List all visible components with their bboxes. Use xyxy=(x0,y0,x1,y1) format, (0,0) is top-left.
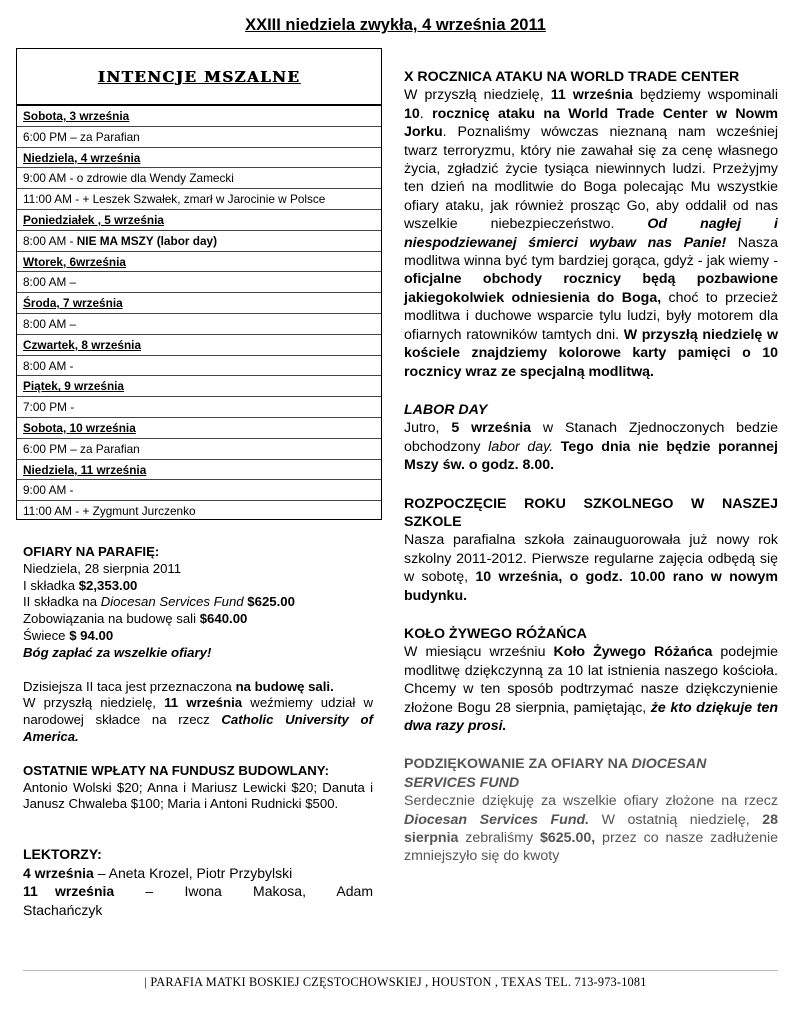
right-column xyxy=(404,68,778,866)
text-span: na budowę sali. xyxy=(235,678,334,694)
offering-amount: $640.00 xyxy=(199,611,248,627)
mass-intentions-list xyxy=(17,106,381,520)
intention-mass: 8:00 AM – xyxy=(17,314,381,335)
text-span: 11 września xyxy=(550,87,633,104)
diocesan-fund-section xyxy=(404,755,778,865)
building-fund-section xyxy=(23,763,373,813)
offering-line-1 xyxy=(23,578,373,595)
intention-mass: 9:00 AM - xyxy=(17,480,381,501)
lectors-date: 4 września xyxy=(23,864,94,881)
intention-day: Piątek, 9 września xyxy=(17,376,381,397)
offering-amount: $2,353.00 xyxy=(78,577,138,593)
heading-text: PODZIĘKOWANIE ZA OFIARY NA xyxy=(404,756,632,773)
offering-label: I składka xyxy=(23,577,79,593)
text-span: przez co nasze zadłużenie zmniejszyło się do kwoty xyxy=(404,830,779,865)
text-span: W miesiącu wrześniu xyxy=(404,644,554,661)
text-span: Koło Żywego Różańca xyxy=(553,644,713,661)
footer: | PARAFIA MATKI BOSKIEJ CZĘSTOCHOWSKIEJ , HOUSTON , TEXAS TEL. 713-973-1081 xyxy=(144,975,647,989)
intention-mass: 8:00 AM - xyxy=(17,356,381,377)
school-paragraph xyxy=(404,531,778,605)
labor-day-paragraph xyxy=(404,419,778,474)
fund-name: Diocesan Services Fund xyxy=(100,594,244,610)
mass-note: NIE MA MSZY (labor day) xyxy=(76,233,218,248)
intention-mass xyxy=(17,231,381,252)
text-span: Nasza modlitwa winna być tym bardziej gorąca, gdyż - jak wiemy - xyxy=(404,234,778,270)
parish-offerings-section xyxy=(23,544,373,662)
intention-day: Środa, 7 września xyxy=(17,293,381,314)
text-span: W przyszłą niedzielę, xyxy=(404,87,551,104)
wtc-section xyxy=(404,68,778,381)
offering-label: II składka na xyxy=(23,594,101,610)
rosary-heading: KOŁO ŻYWEGO RÓŻAŃCA xyxy=(404,625,587,642)
offering-label: Zobowiązania na budowę sali xyxy=(23,611,200,627)
text-span: 5 września xyxy=(451,420,532,437)
heading-text: DIOCESAN SERVICES FUND xyxy=(404,756,707,791)
labor-day-section xyxy=(404,401,778,475)
text-span: Serdecznie dziękuję za wszelkie ofiary złożone na rzecz xyxy=(404,793,778,810)
offering-line-2 xyxy=(23,594,373,611)
heading-text: LABOR DAY xyxy=(404,401,488,418)
footer-divider xyxy=(23,970,778,971)
collection-paragraph xyxy=(23,679,373,746)
text-span: Od nagłej i niespodziewanej śmierci wybaw nas Panie! xyxy=(404,216,778,251)
wtc-heading: X ROCZNICA ATAKU NA WORLD TRADE CENTER xyxy=(404,69,740,85)
lectors-section xyxy=(23,845,373,919)
lectors-line-2 xyxy=(23,882,373,919)
page-title: XXIII niedziela zwykła, 4 września 2011 xyxy=(245,16,546,34)
parish-offerings-heading: OFIARY NA PARAFIĘ: xyxy=(23,544,160,559)
intention-mass: 6:00 PM – za Parafian xyxy=(17,127,381,148)
text-span: będziemy wspominali xyxy=(632,87,778,104)
text-span: Dzisiejsza II taca jest przeznaczona xyxy=(23,678,236,694)
labor-day-heading xyxy=(404,401,778,419)
intention-day: Sobota, 3 września xyxy=(17,106,381,127)
school-section xyxy=(404,495,778,605)
intention-mass: 11:00 AM - + Leszek Szwałek, zmarł w Jarocinie w Polsce xyxy=(17,189,381,210)
intention-day: Niedziela, 11 września xyxy=(17,460,381,481)
text-span: $625.00, xyxy=(539,830,596,847)
intention-day: Niedziela, 4 września xyxy=(17,148,381,169)
thanks-text: Bóg zapłać za wszelkie ofiary! xyxy=(23,644,212,660)
text-span: 10 xyxy=(404,105,420,122)
intention-mass: 11:00 AM - + Zygmunt Jurczenko xyxy=(23,504,196,519)
text-span: W przyszłą niedzielę, xyxy=(23,695,165,711)
text-span: zebraliśmy xyxy=(458,830,540,847)
intention-mass: 6:00 PM – za Parafian xyxy=(17,439,381,460)
intention-mass: 7:00 PM - xyxy=(17,397,381,418)
left-column xyxy=(23,544,373,919)
text-span: Tego dnia nie będzie porannej Mszy św. o godz. 8.00. xyxy=(404,438,778,474)
intention-mass: 9:00 AM - o zdrowie dla Wendy Zamecki xyxy=(17,168,381,189)
mass-time: 8:00 AM - xyxy=(23,233,77,248)
text-span: 11 września xyxy=(164,695,243,711)
offerings-date: Niedziela, 28 sierpnia 2011 xyxy=(23,560,182,576)
rosary-section xyxy=(404,625,778,735)
offering-line-4 xyxy=(23,628,373,645)
text-span: W przyszłą niedzielę w kościele znajdziemy kolorowe karty pamięci o 10 rocznicy wraz ze specjalną modlitwą. xyxy=(404,326,778,380)
text-span: labor day. xyxy=(488,438,554,455)
diocesan-fund-heading xyxy=(404,755,778,792)
text-span: Nasza parafialna szkoła zainauguorowała już nowy rok szkolny 2011-2012. Pierwsze regularne zajęcia odbędą się w sobotę, xyxy=(404,532,778,586)
school-heading: ROZPOCZĘCIE ROKU SZKOLNEGO W NASZEJ SZKOLE xyxy=(404,495,778,530)
text-span: choć to przecież modlitwa i duchowe wsparcie tylu ludzi, były motorem dla ofiarnych ratowników tamtych dni. xyxy=(404,289,778,343)
lectors-date: 11 września xyxy=(23,883,115,900)
text-span: W ostatnią niedzielę, xyxy=(589,811,763,828)
building-fund-heading: OSTATNIE WPŁATY NA FUNDUSZ BUDOWLANY: xyxy=(23,762,329,778)
text-span: weźmiemy udział w narodowej składce na rzecz xyxy=(23,695,373,728)
wtc-paragraph xyxy=(404,86,778,381)
offering-amount: $ 94.00 xyxy=(69,627,114,643)
text-span: że kto dziękuje ten dwa razy prosi. xyxy=(404,699,779,734)
lectors-heading: LEKTORZY: xyxy=(23,846,102,863)
building-fund-donors: Antonio Wolski $20; Anna i Mariusz Lewicki $20; Danuta i Janusz Chwaleba $100; Maria i Antoni Rudnicki $500. xyxy=(23,779,373,812)
lectors-names: – Iwona Makosa, Adam Stachańczyk xyxy=(23,883,374,918)
text-span: Jutro, xyxy=(404,420,452,437)
offerings-thanks xyxy=(23,645,373,662)
text-span: podejmie modlitwę dziękczynną za 10 lat istnienia naszego kościoła. Chcemy w ten sposób podtrzymać nasze dziękczynienie złożone Bogu 28 sierpnia, pamiętając, xyxy=(404,644,778,716)
offering-label: Świece xyxy=(23,627,70,643)
intention-day: Sobota, 10 września xyxy=(17,418,381,439)
intention-day: Czwartek, 8 września xyxy=(17,335,381,356)
text-span: w Stanach Zjednoczonych bedzie obchodzony xyxy=(404,420,778,455)
text-span: oficjalne obchody rocznicy będą pozbawione jakiegokolwiek odniesienia do Boga, xyxy=(404,271,778,306)
lectors-names: – Aneta Krozel, Piotr Przybylski xyxy=(93,864,293,881)
offering-amount: $625.00 xyxy=(243,594,295,610)
offering-line-3 xyxy=(23,611,373,628)
intention-day: Wtorek, 6września xyxy=(17,252,381,273)
diocesan-fund-paragraph xyxy=(404,792,778,866)
rosary-paragraph xyxy=(404,643,778,735)
mass-intentions-header: INTENCJE MSZALNE xyxy=(16,48,382,106)
intention-mass: 8:00 AM – xyxy=(17,272,381,293)
intention-day: Poniedziałek , 5 września xyxy=(17,210,381,231)
text-span: rocznicę ataku na World Trade Center w Nowm Jorku xyxy=(404,105,778,141)
text-span: 28 sierpnia xyxy=(404,811,778,847)
text-span: . Poznaliśmy wówczas nieznaną nam wcześniej twarz terroryzmu, który nie zawahał się za cenę własnego życia, zgładzić życie tysiąca niewinnych ludzi. Przeżyjmy ten dzień na modlitwie do Boga polecając Mu wszystkie ofiary ataku, jak również prosząc Go, aby oddalił od nas wszelkie niebezpieczeństwo. xyxy=(404,124,778,233)
mass-intentions-box xyxy=(16,48,382,520)
lectors-line-1 xyxy=(23,864,373,883)
text-span: 10 września, o godz. 10.00 rano w nowym budynku. xyxy=(404,569,778,604)
text-span: Catholic University of America. xyxy=(23,712,373,744)
text-span: . xyxy=(419,105,433,122)
text-span: Diocesan Services Fund. xyxy=(404,811,590,828)
